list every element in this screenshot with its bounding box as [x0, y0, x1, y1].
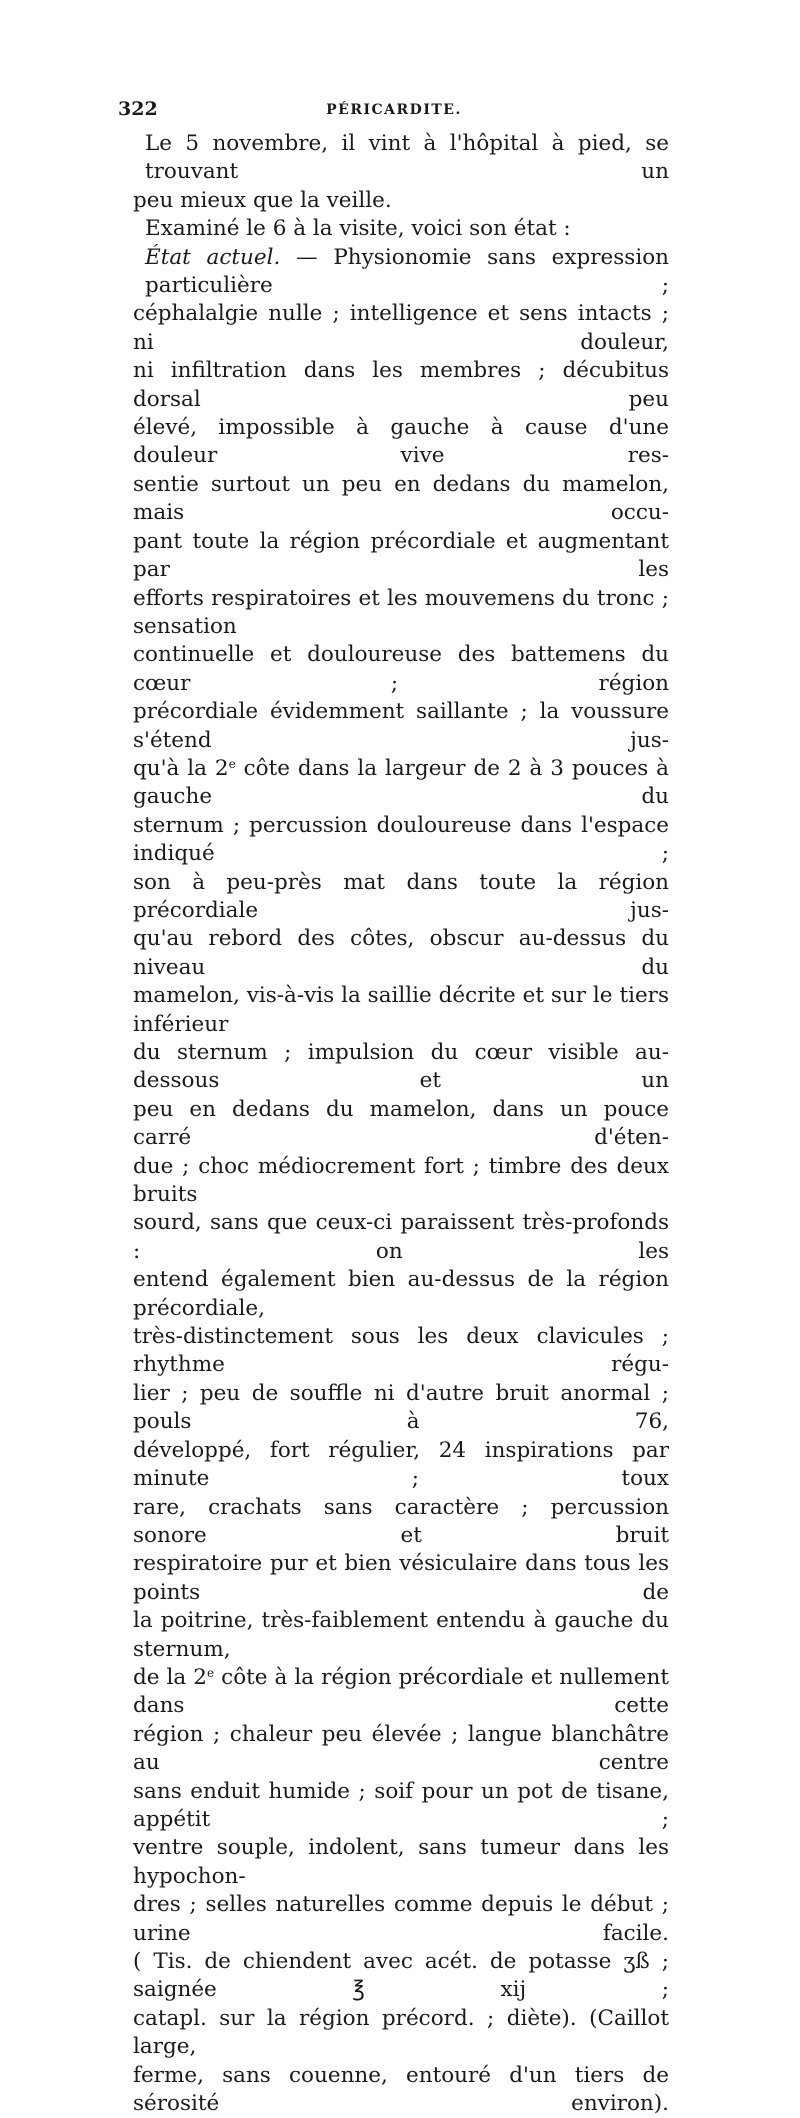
text-line: sourd, sans que ceux-ci paraissent très-profonds : on les [133, 1210, 669, 1264]
text-line: la poitrine, très-faiblement entendu à gauche du sternum, [133, 1608, 669, 1662]
text-line: peu mieux que la veille. [133, 187, 392, 213]
text-line: précordiale évidemment saillante ; la voussure s'étend jus- [133, 699, 669, 753]
text-line: peu en dedans du mamelon, dans un pouce carré d'éten- [133, 1096, 669, 1151]
text-line: région ; chaleur peu élevée ; langue blanchâtre au centre [133, 1721, 669, 1776]
ordinal-superscript: e [206, 1665, 215, 1680]
text-line: pant toute la région précordiale et augmentant par les [133, 528, 669, 583]
text-line: son à peu-près mat dans toute la région précordiale jus- [133, 869, 669, 923]
text-line: qu'à la 2e côte dans la largeur de 2 à 3 pouces à gauche du [133, 755, 669, 810]
ordinal-superscript: e [228, 756, 236, 771]
text-line: dres ; selles naturelles comme depuis le début ; urine facile. [133, 1892, 669, 1946]
text-line: due ; choc médiocrement fort ; timbre des deux bruits [133, 1153, 669, 1208]
text-line: respiratoire pur et bien vésiculaire dans tous les points de [133, 1551, 669, 1605]
text-line: élevé, impossible à gauche à cause d'une douleur vive res- [133, 415, 669, 469]
text-line: développé, fort régulier, 24 inspirations par minute ; toux [133, 1437, 669, 1492]
text-line: ni infiltration dans les membres ; décubitus dorsal peu [133, 358, 669, 412]
text-line: ferme, sans couenne, entouré d'un tiers de sérosité environ). [133, 2062, 669, 2117]
running-head: PÉRICARDITE. [326, 102, 462, 118]
text-line: ( Tis. de chiendent avec acét. de potasse ʒß ; saignée ℥ xij ; [133, 1949, 669, 2003]
text-line: Le 5 novembre, il vint à l'hôpital à pied, se trouvant un [145, 131, 669, 185]
section-lead-in: État actuel. [145, 244, 281, 270]
text-line: entend également bien au-dessus de la région précordiale, [133, 1267, 669, 1321]
page-header [118, 98, 670, 128]
text-line: rare, crachats sans caractère ; percussion sonore et bruit [133, 1494, 669, 1548]
text-line: sternum ; percussion douloureuse dans l'espace indiqué ; [133, 812, 669, 867]
text-line: ventre souple, indolent, sans tumeur dans les hypochon- [133, 1835, 669, 1889]
body-text [133, 130, 669, 2118]
text-line: très-distinctement sous les deux clavicules ; rhythme régu- [133, 1324, 669, 1378]
page-number: 322 [118, 98, 158, 120]
text-line: de la 2e côte à la région précordiale et nullement dans cette [133, 1664, 669, 1719]
text-line: sentie surtout un peu en dedans du mamelon, mais occu- [133, 471, 669, 526]
text-line: céphalalgie nulle ; intelligence et sens intacts ; ni douleur, [133, 301, 669, 355]
text-line: lier ; peu de souffle ni d'autre bruit anormal ; pouls à 76, [133, 1380, 669, 1435]
text-line: du sternum ; impulsion du cœur visible au-dessous et un [133, 1040, 669, 1094]
text-line: mamelon, vis-à-vis la saillie décrite et sur le tiers inférieur [133, 983, 669, 1037]
text-line: Examiné le 6 à la visite, voici son état : [145, 216, 571, 242]
text-line: efforts respiratoires et les mouvemens du tronc ; sensation [133, 585, 669, 639]
text-line: catapl. sur la région précord. ; diète). (Caillot large, [133, 2005, 669, 2060]
text-line: sans enduit humide ; soif pour un pot de tisane, appétit ; [133, 1778, 669, 1832]
text-line: continuelle et douloureuse des battemens du cœur ; région [133, 642, 669, 696]
text-line: État actuel. — Physionomie sans expression particulière ; [145, 244, 669, 299]
text-line: qu'au rebord des côtes, obscur au-dessus du niveau du [133, 926, 669, 980]
